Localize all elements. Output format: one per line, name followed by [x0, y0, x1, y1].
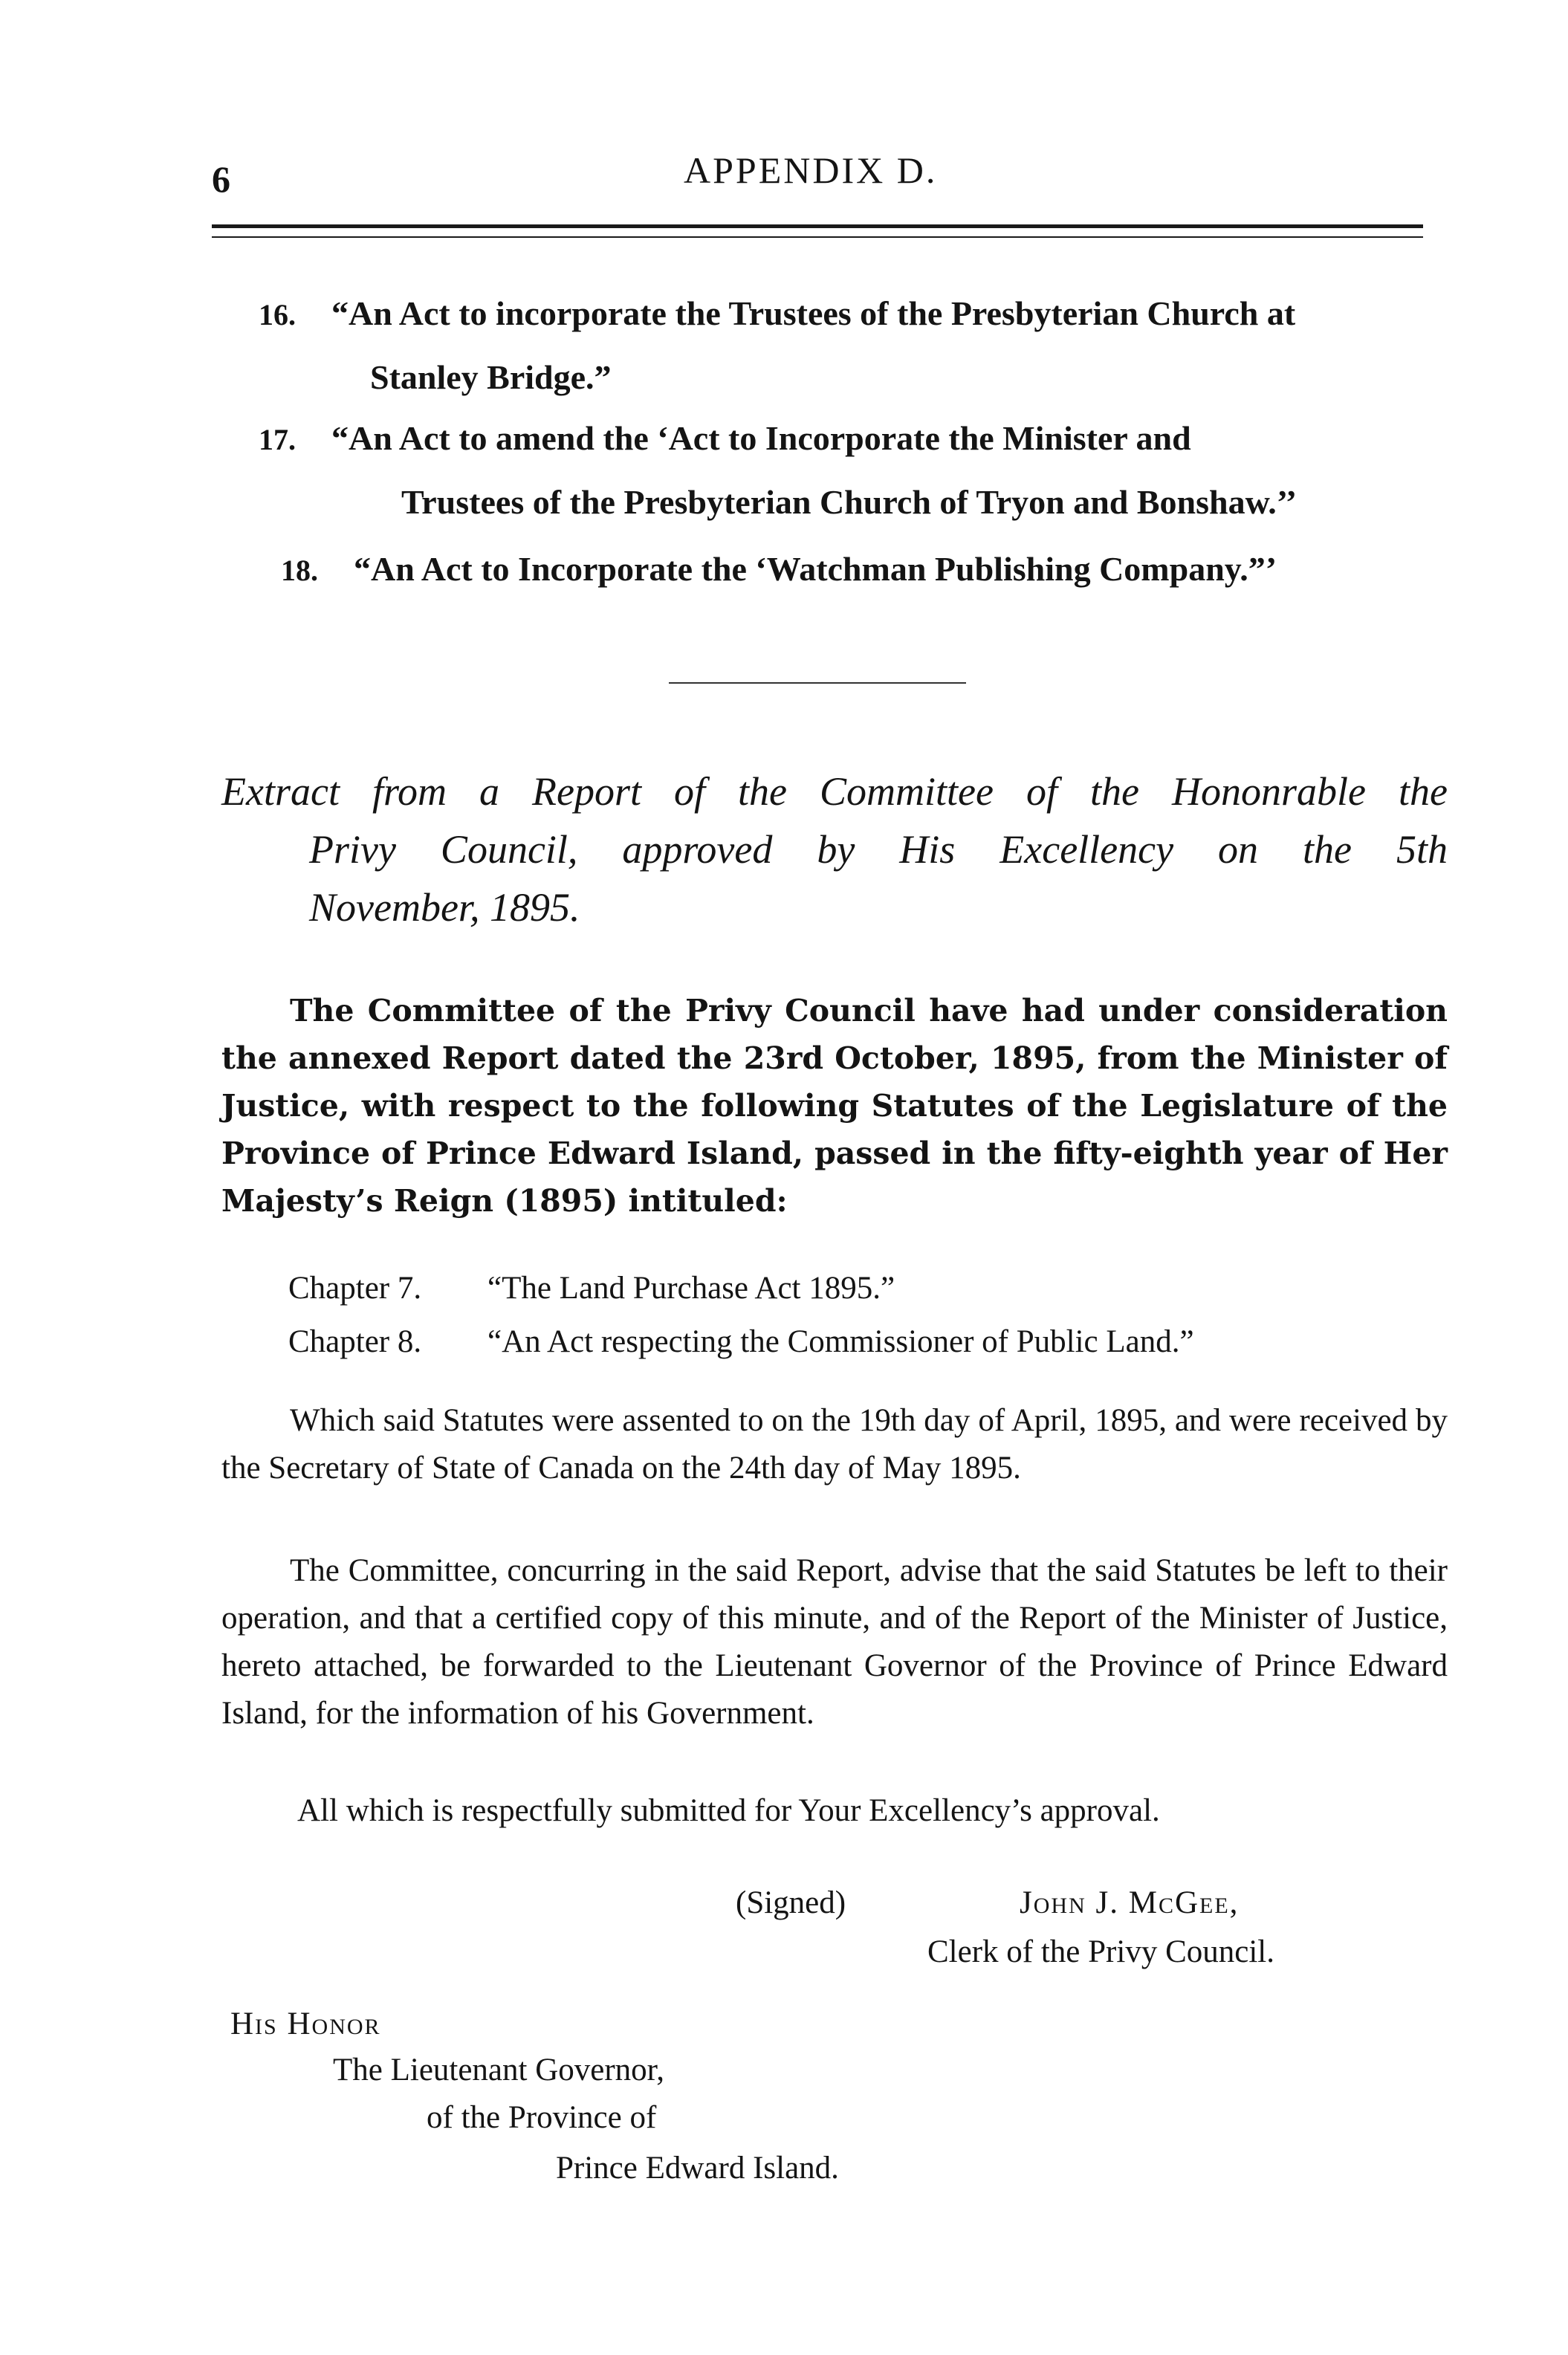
extract-heading-line: Privy Council, approved by His Excellency on the 5th: [309, 827, 1448, 872]
signer-name: John J. McGee,: [1020, 1885, 1240, 1920]
body-paragraph: All which is respectfully submitted for Your Excellency’s approval.: [297, 1793, 1160, 1828]
act-number: 17.: [259, 423, 296, 456]
act-title: “An Act to Incorporate the ‘Watchman Publishing Company.”’: [354, 550, 1277, 588]
addressee-line: Prince Edward Island.: [556, 2151, 839, 2186]
extract-heading-line: Extract from a Report of the Committee of the Hononrable the: [221, 769, 1448, 814]
act-title: “An Act to amend the ‘Act to Incorporate the Minister and: [331, 419, 1191, 457]
addressee-line: His Honor: [230, 2006, 381, 2041]
addressee-line: The Lieutenant Governor,: [333, 2053, 665, 2087]
body-paragraph: Which said Statutes were assented to on the 19th day of April, 1895, and were received by the Secretary of State of Canada on the 24th day of May 1895.: [221, 1403, 1448, 1486]
extract-heading-line: November, 1895.: [309, 885, 580, 930]
running-head: APPENDIX D.: [684, 149, 938, 191]
signed-label: (Signed): [736, 1885, 846, 1920]
header-rule-thin: [212, 236, 1423, 238]
act-title: “An Act to incorporate the Trustees of the Presbyterian Church at: [331, 294, 1296, 332]
body-paragraph: The Committee of the Privy Council have had under consideration the annexed Report dated the 23rd October, 1895, from the Minister of Justice, with respect to the following Statutes of the Legislature of the Province of Prince Edward Island, passed in the fifty-eighth year of Her Majesty’s Reign (1895) intituled:: [221, 993, 1448, 1219]
body-paragraph: The Committee, concurring in the said Report, advise that the said Statutes be left to their operation, and that a certified copy of this minute, and of the Report of the Minister of Justice, hereto attached, be forwarded to the Lieutenant Governor of the Province of Prince Edward Island, for the information of his Government.: [221, 1553, 1448, 1731]
signer-title: Clerk of the Privy Council.: [927, 1934, 1274, 1969]
act-item: [259, 407, 1297, 534]
chapter-entry: [288, 1265, 895, 1312]
section-divider: [669, 682, 966, 684]
act-item: [259, 282, 1295, 409]
page-number: 6: [212, 158, 230, 200]
act-title-continued: Stanley Bridge.”: [370, 358, 612, 396]
act-number: 16.: [259, 298, 296, 331]
act-title-continued: Trustees of the Presbyterian Church of Tryon and Bonshaw.’’: [401, 483, 1298, 521]
act-number: 18.: [281, 554, 318, 587]
extract-heading: [221, 762, 1448, 936]
chapter-title: “An Act respecting the Commissioner of Public Land.”: [487, 1324, 1194, 1359]
chapter-label: Chapter 7.: [288, 1271, 422, 1306]
chapter-title: “The Land Purchase Act 1895.”: [487, 1271, 895, 1306]
header-rule-thick: [212, 224, 1423, 228]
chapter-entry: [288, 1318, 1194, 1366]
addressee-line: of the Province of: [427, 2100, 657, 2135]
act-item: [281, 538, 1277, 602]
chapter-label: Chapter 8.: [288, 1324, 422, 1359]
